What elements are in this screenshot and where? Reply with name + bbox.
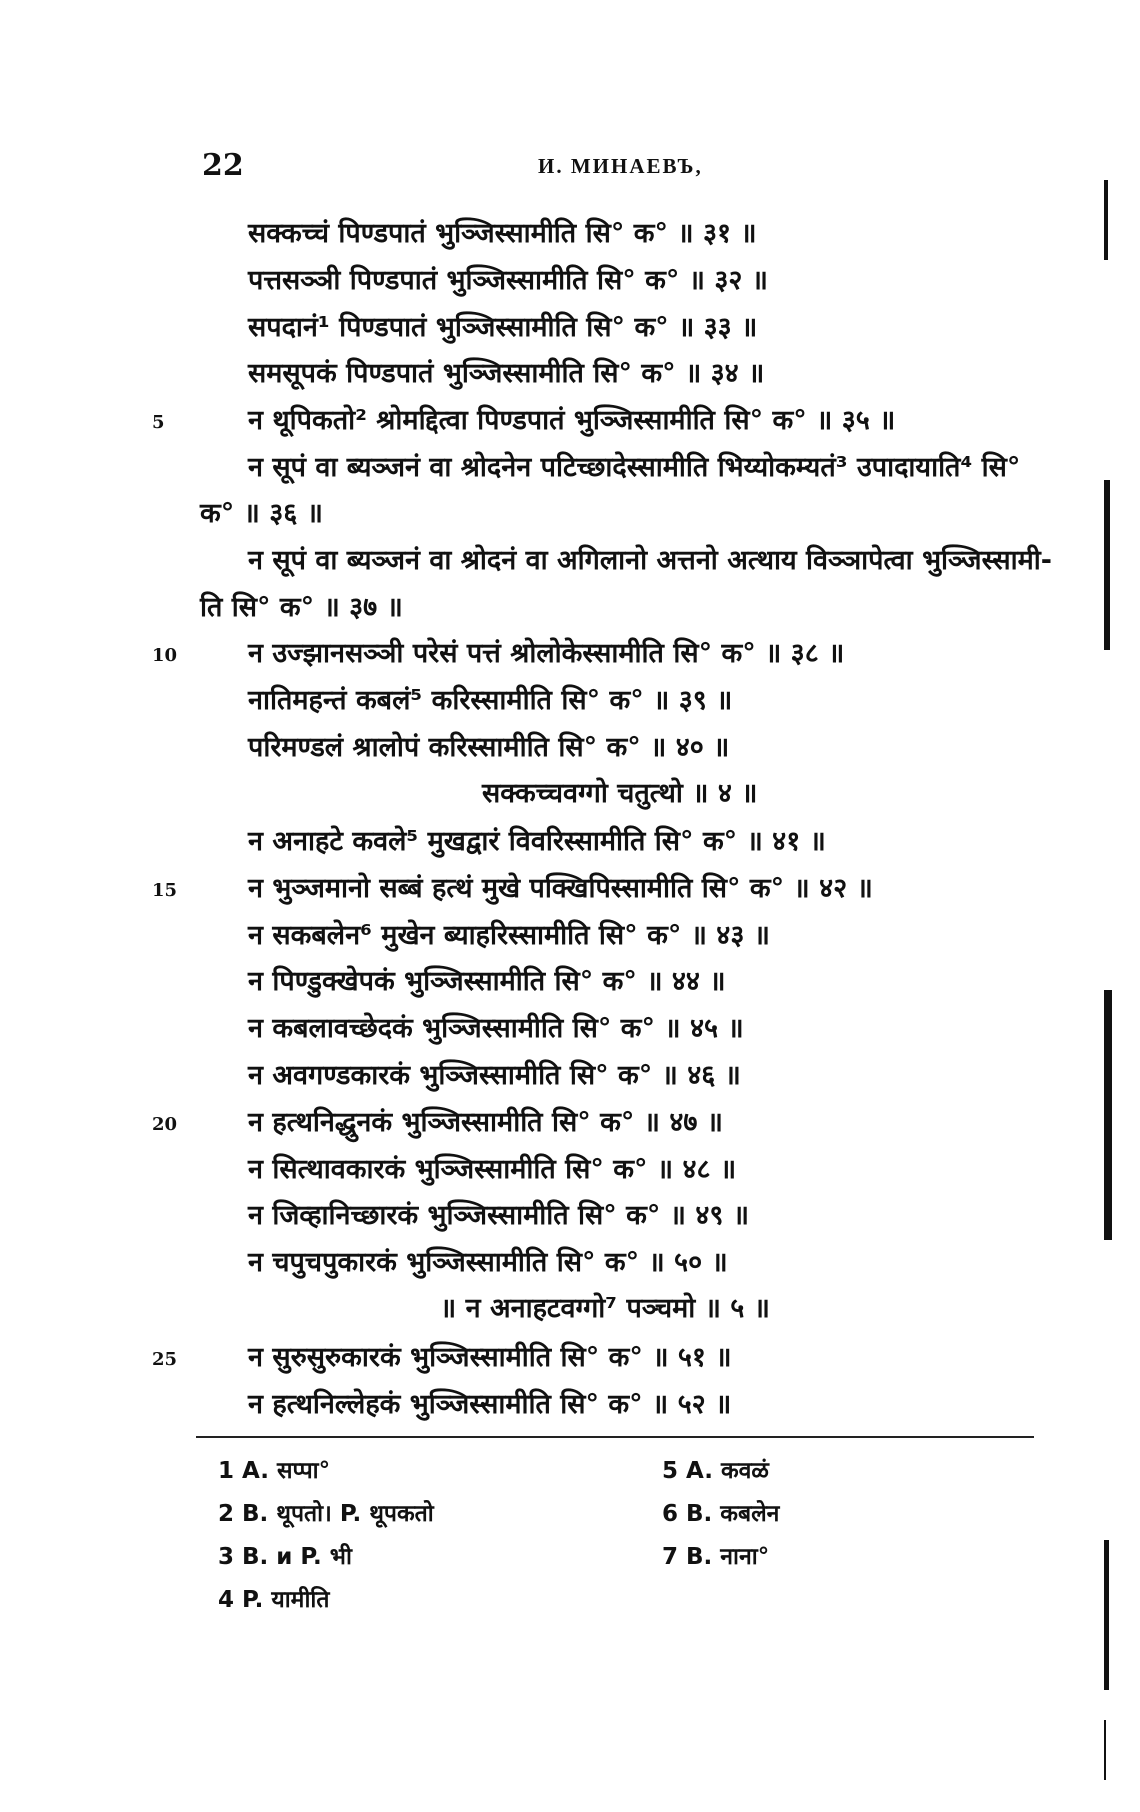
text-line: न सकबलेन⁶ मुखेन ब्याहरिस्सामीति सि° क° ॥ ४३ ॥ bbox=[248, 920, 770, 951]
text-line: सपदानं¹ पिण्डपातं भुञ्जिस्सामीति सि° क° ॥ ३३ ॥ bbox=[248, 312, 758, 343]
footnote-rule bbox=[196, 1436, 1034, 1438]
text-line: न सूपं वा ब्यञ्जनं वा श्रोदनं वा अगिलानो अत्तनो अत्थाय विञ्ञापेत्वा भुञ्जिस्सामी- bbox=[248, 545, 1052, 576]
text-line: न अनाहटे कवले⁵ मुखद्वारं विवरिस्सामीति सि° क° ॥ ४१ ॥ bbox=[248, 826, 826, 857]
text-line: न कबलावच्छेदकं भुञ्जिस्सामीति सि° क° ॥ ४५ ॥ bbox=[248, 1013, 744, 1044]
text-line: न चपुचपुकारकं भुञ्जिस्सामीति सि° क° ॥ ५० ॥ bbox=[248, 1247, 728, 1278]
line-number: 15 bbox=[152, 880, 178, 901]
text-line: न हत्थनिद्धुनकं भुञ्जिस्सामीति सि° क° ॥ ४७ ॥ bbox=[248, 1107, 723, 1138]
scan-edge-mark bbox=[1104, 1720, 1106, 1780]
footnote: 3 B. и P. भी bbox=[218, 1544, 352, 1570]
text-line: न जिव्हानिच्छारकं भुञ्जिस्सामीति सि° क° ॥ ४९ ॥ bbox=[248, 1200, 750, 1231]
line-number: 5 bbox=[152, 412, 165, 433]
text-line: समसूपकं पिण्डपातं भुञ्जिस्सामीति सि° क° ॥ ३४ ॥ bbox=[248, 358, 765, 389]
text-line: न हत्थनिल्लेहकं भुञ्जिस्सामीति सि° क° ॥ ५२ ॥ bbox=[248, 1389, 732, 1420]
text-line: न भुञ्जमानो सब्बं हत्थं मुखे पक्खिपिस्सामीति सि° क° ॥ ४२ ॥ bbox=[248, 873, 873, 904]
text-line: नातिमहन्तं कबलं⁵ करिस्सामीति सि° क° ॥ ३९ ॥ bbox=[248, 685, 733, 716]
text-line: सक्कच्चं पिण्डपातं भुञ्जिस्सामीति सि° क° ॥ ३१ ॥ bbox=[248, 218, 757, 249]
section-end-line: सक्कच्चवग्गो चतुत्थो ॥ ४ ॥ bbox=[482, 778, 758, 809]
text-line: ति सि° क° ॥ ३७ ॥ bbox=[200, 592, 403, 623]
line-number: 25 bbox=[152, 1349, 178, 1370]
footnote: 6 B. कबलेन bbox=[662, 1501, 780, 1527]
text-line: न सित्थावकारकं भुञ्जिस्सामीति सि° क° ॥ ४८ ॥ bbox=[248, 1154, 737, 1185]
text-line: न उज्झानसञ्ञी परेसं पत्तं श्रोलोकेस्सामीति सि° क° ॥ ३८ ॥ bbox=[248, 638, 845, 669]
text-line: न पिण्डुक्खेपकं भुञ्जिस्सामीति सि° क° ॥ ४४ ॥ bbox=[248, 966, 726, 997]
text-line: न सुरुसुरुकारकं भुञ्जिस्सामीति सि° क° ॥ ५१ ॥ bbox=[248, 1342, 732, 1373]
text-line: क° ॥ ३६ ॥ bbox=[200, 498, 323, 529]
footnote: 2 B. थूपतो। P. थूपकतो bbox=[218, 1501, 434, 1527]
text-line: पत्तसञ्ञी पिण्डपातं भुञ्जिस्सामीति सि° क° ॥ ३२ ॥ bbox=[248, 265, 768, 296]
scan-edge-mark bbox=[1104, 180, 1108, 260]
footnote: 7 B. नाना° bbox=[662, 1544, 770, 1570]
footnote: 1 A. सप्पा° bbox=[218, 1458, 331, 1484]
line-number: 20 bbox=[152, 1114, 178, 1135]
page-number: 22 bbox=[202, 148, 244, 183]
scan-edge-mark bbox=[1104, 990, 1112, 1240]
line-number: 10 bbox=[152, 645, 178, 666]
footnote: 5 A. कवळं bbox=[662, 1458, 769, 1484]
text-line: न सूपं वा ब्यञ्जनं वा श्रोदनेन पटिच्छादेस्सामीति भिय्योकम्यतं³ उपादायाति⁴ सि° bbox=[248, 452, 1021, 483]
text-line: न थूपिकतो² श्रोमद्दित्वा पिण्डपातं भुञ्जिस्सामीति सि° क° ॥ ३५ ॥ bbox=[248, 405, 896, 436]
scan-edge-mark bbox=[1104, 480, 1110, 650]
text-line: न अवगण्डकारकं भुञ्जिस्सामीति सि° क° ॥ ४६ ॥ bbox=[248, 1060, 741, 1091]
text-line: परिमण्डलं श्रालोपं करिस्सामीति सि° क° ॥ ४० ॥ bbox=[248, 732, 730, 763]
section-end-line: ॥ न अनाहटवग्गो⁷ पञ्चमो ॥ ५ ॥ bbox=[440, 1293, 770, 1324]
footnote: 4 P. यामीति bbox=[218, 1587, 330, 1613]
scan-edge-mark bbox=[1104, 1540, 1109, 1690]
running-head: И. МИНАЕВЪ, bbox=[538, 154, 703, 178]
